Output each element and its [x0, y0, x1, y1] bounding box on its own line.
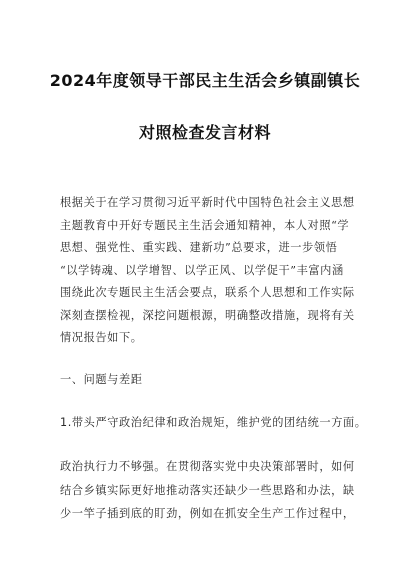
intro-line: 主题教育中开好专题民主生活会通知精神，本人对照“学 — [60, 218, 350, 232]
document-title-line-2: 对照检查发言材料 — [138, 123, 271, 142]
item-heading-1: 1.带头严守政治纪律和政治规矩，维护党的团结统一方面。 — [60, 416, 367, 429]
body-line: 少一竿子插到底的盯劲，例如在抓安全生产工作过程中， — [60, 507, 355, 520]
section-heading: 一、问题与差距 — [60, 373, 143, 386]
intro-line: 深刻查摆检视，深挖问题根源，明确整改措施，现将有关 — [60, 308, 355, 322]
body-line: 结合乡镇实际更好地推动落实还缺少一些思路和办法，缺 — [60, 483, 355, 497]
intro-line: “以学铸魂、以学增智、以学正风、以学促干”丰富内涵 — [60, 263, 344, 277]
document-title-line-1: 2024年度领导干部民主生活会乡镇副镇长 — [49, 71, 361, 90]
intro-line: 思想、强党性、重实践、建新功”总要求，进一步领悟 — [60, 241, 338, 254]
intro-line: 根据关于在学习贯彻习近平新时代中国特色社会主义思想 — [60, 196, 355, 209]
body-line: 政治执行力不够强。在贯彻落实党中央决策部署时，如何 — [60, 460, 355, 473]
intro-paragraph — [60, 192, 360, 350]
intro-line: 情况报告如下。 — [60, 331, 143, 344]
body-paragraph — [60, 455, 360, 526]
intro-line: 围绕此次专题民主生活会要点，联系个人思想和工作实际 — [60, 286, 355, 299]
